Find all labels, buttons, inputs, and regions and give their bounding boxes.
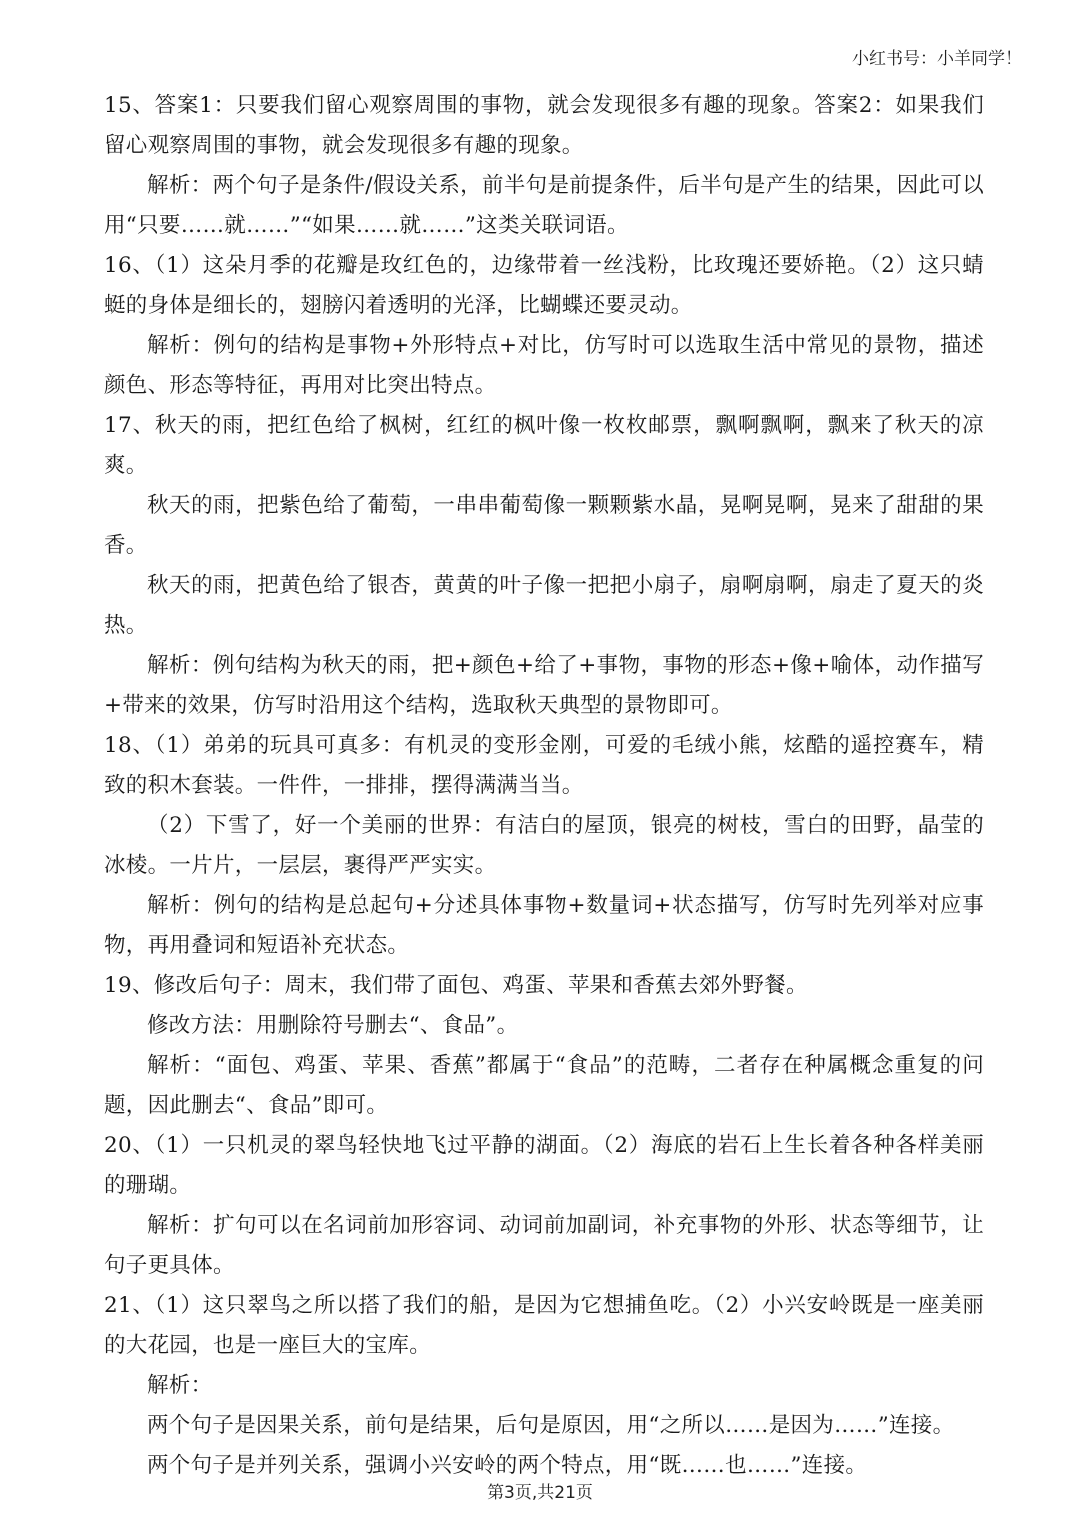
analysis-21-heading: 解析： [147,1373,213,1398]
answer-17-line-2: 秋天的雨，把紫色给了葡萄，一串串葡萄像一颗颗紫水晶，晃啊晃啊，晃来了甜甜的果香。 [104,493,984,558]
answer-20: 20、（1）一只机灵的翠鸟轻快地飞过平静的湖面。（2）海底的岩石上生长着各种各样美丽的珊瑚。 [104,1133,984,1198]
header-account-label: 小红书号：小羊同学！ [852,49,1022,69]
analysis-18: 解析：例句的结构是总起句+分述具体事物+数量词+状态描写，仿写时先列举对应事物，再用叠词和短语补充状态。 [104,893,984,958]
analysis-15: 解析：两个句子是条件/假设关系，前半句是前提条件，后半句是产生的结果，因此可以用“只要……就……”“如果……就……”这类关联词语。 [104,173,984,238]
answer-19: 19、修改后句子：周末，我们带了面包、鸡蛋、苹果和香蕉去郊外野餐。 [104,973,808,998]
analysis-16: 解析：例句的结构是事物+外形特点+对比，仿写时可以选取生活中常见的景物，描述颜色、形态等特征，再用对比突出特点。 [104,333,984,398]
analysis-17: 解析：例句结构为秋天的雨，把+颜色+给了+事物，事物的形态+像+喻体，动作描写+带来的效果，仿写时沿用这个结构，选取秋天典型的景物即可。 [104,653,984,718]
analysis-20: 解析：扩句可以在名词前加形容词、动词前加副词，补充事物的外形、状态等细节，让句子更具体。 [104,1213,984,1278]
analysis-21-point-1: 两个句子是因果关系，前句是结果，后句是原因，用“之所以……是因为……”连接。 [147,1413,955,1438]
method-19: 修改方法：用删除符号删去“、食品”。 [147,1013,519,1038]
answer-18-part-1: 18、（1）弟弟的玩具可真多：有机灵的变形金刚，可爱的毛绒小熊，炫酷的遥控赛车，精致的积木套装。一件件，一排排，摆得满满当当。 [104,733,984,798]
page-number: 第3页,共21页 [487,1483,593,1503]
answer-15: 15、答案1：只要我们留心观察周围的事物，就会发现很多有趣的现象。答案2：如果我们留心观察周围的事物，就会发现很多有趣的现象。 [104,93,984,158]
document-body [104,86,984,1486]
answer-21: 21、（1）这只翠鸟之所以搭了我们的船，是因为它想捕鱼吃。（2）小兴安岭既是一座美丽的大花园，也是一座巨大的宝库。 [104,1293,984,1358]
answer-16: 16、（1）这朵月季的花瓣是玫红色的，边缘带着一丝浅粉，比玫瑰还要娇艳。（2）这只蜻蜓的身体是细长的，翅膀闪着透明的光泽，比蝴蝶还要灵动。 [104,253,984,318]
answer-18-part-2: （2）下雪了，好一个美丽的世界：有洁白的屋顶，银亮的树枝，雪白的田野，晶莹的冰棱。一片片，一层层，裹得严严实实。 [104,813,984,878]
answer-17-line-3: 秋天的雨，把黄色给了银杏，黄黄的叶子像一把把小扇子，扇啊扇啊，扇走了夏天的炎热。 [104,573,984,638]
analysis-21-point-2: 两个句子是并列关系，强调小兴安岭的两个特点，用“既……也……”连接。 [147,1453,868,1478]
analysis-19: 解析：“面包、鸡蛋、苹果、香蕉”都属于“食品”的范畴，二者存在种属概念重复的问题，因此删去“、食品”即可。 [104,1053,984,1118]
answer-17-line-1: 17、秋天的雨，把红色给了枫树，红红的枫叶像一枚枚邮票，飘啊飘啊，飘来了秋天的凉爽。 [104,413,984,478]
